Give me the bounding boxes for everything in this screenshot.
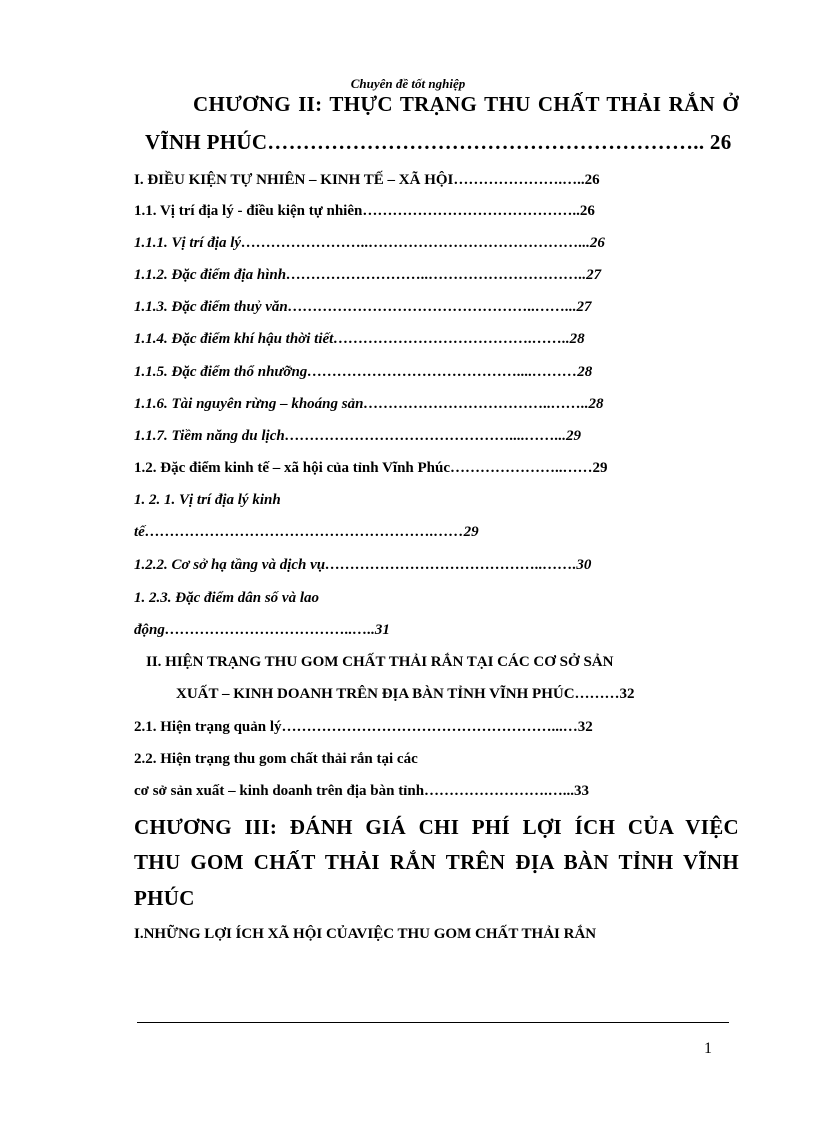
- toc-section-2-2-line2: cơ sở sản xuất – kinh doanh trên địa bàn tỉnh…………………….…...33: [134, 783, 590, 799]
- toc-section-1-1-7: 1.1.7. Tiềm năng du lịch………………………………………....……...29: [134, 428, 581, 444]
- toc-chapter-2-title-line1: CHƯƠNG II: THỰC TRẠNG THU CHẤT THẢI RẮN Ở: [193, 92, 739, 116]
- toc-section-2-line1: II. HIỆN TRẠNG THU GOM CHẤT THẢI RẮN TẠI CÁC CƠ SỞ SẢN: [146, 654, 614, 670]
- toc-section-1-1-5: 1.1.5. Đặc điểm thổ nhưỡng……………………………………....………28: [134, 364, 593, 380]
- toc-chapter-3-section-1: I.NHỮNG LỢI ÍCH XÃ HỘI CỦAVIỆC THU GOM CHẤT THẢI RẮN: [134, 926, 597, 942]
- toc-section-2-2-line1: 2.2. Hiện trạng thu gom chất thải rắn tại các: [134, 751, 418, 767]
- toc-section-1-2-3-line1: 1. 2.3. Đặc điểm dân số và lao: [134, 590, 319, 606]
- toc-section-1-1-1: 1.1.1. Vị trí địa lý……………………..……………………………………...26: [134, 235, 605, 251]
- toc-chapter-3-title-line3: PHÚC: [134, 886, 195, 910]
- toc-section-1: I. ĐIỀU KIỆN TỰ NHIÊN – KINH TẾ – XÃ HỘI………………….…..26: [134, 172, 600, 188]
- toc-chapter-3-title-line2: THU GOM CHẤT THẢI RẮN TRÊN ĐỊA BÀN TỈNH VĨNH: [134, 850, 739, 874]
- toc-chapter-2-title-line2: VĨNH PHÚC…………………………………………………….. 26: [145, 130, 732, 154]
- toc-section-1-1: 1.1. Vị trí địa lý - điều kiện tự nhiên……………………………………..26: [134, 203, 595, 219]
- toc-section-1-2-1-line2: tế………………………………………………….……29: [134, 524, 479, 540]
- toc-section-1-1-6: 1.1.6. Tài nguyên rừng – khoáng sản………………………………..……..28: [134, 396, 604, 412]
- footer-rule: [137, 1022, 729, 1023]
- toc-section-1-2: 1.2. Đặc điểm kinh tế – xã hội của tỉnh Vĩnh Phúc…………………..……29: [134, 460, 608, 476]
- toc-section-1-2-2: 1.2.2. Cơ sở hạ tầng và dịch vụ……………………………………..…….30: [134, 557, 592, 573]
- toc-section-2-1: 2.1. Hiện trạng quản lý………………………………………………...…32: [134, 719, 593, 735]
- toc-section-1-1-4: 1.1.4. Đặc điểm khí hậu thời tiết………………………………….……..28: [134, 331, 585, 347]
- toc-section-1-2-1-line1: 1. 2. 1. Vị trí địa lý kinh: [134, 492, 281, 508]
- toc-section-1-2-3-line2: động………………………………..…..31: [134, 622, 390, 638]
- toc-section-1-1-2: 1.1.2. Đặc điểm địa hình………………………..…………………………..27: [134, 267, 602, 283]
- running-header: Chuyên đề tốt nghiệp: [350, 76, 466, 91]
- toc-section-1-1-3: 1.1.3. Đặc điểm thuỷ văn…………………………………………..……...27: [134, 299, 592, 315]
- toc-chapter-3-title-line1: CHƯƠNG III: ĐÁNH GIÁ CHI PHÍ LỢI ÍCH CỦA VIỆC: [134, 815, 739, 839]
- page-number: 1: [704, 1040, 712, 1057]
- toc-section-2-line2: XUẤT – KINH DOANH TRÊN ĐỊA BÀN TỈNH VĨNH PHÚC………32: [176, 686, 635, 702]
